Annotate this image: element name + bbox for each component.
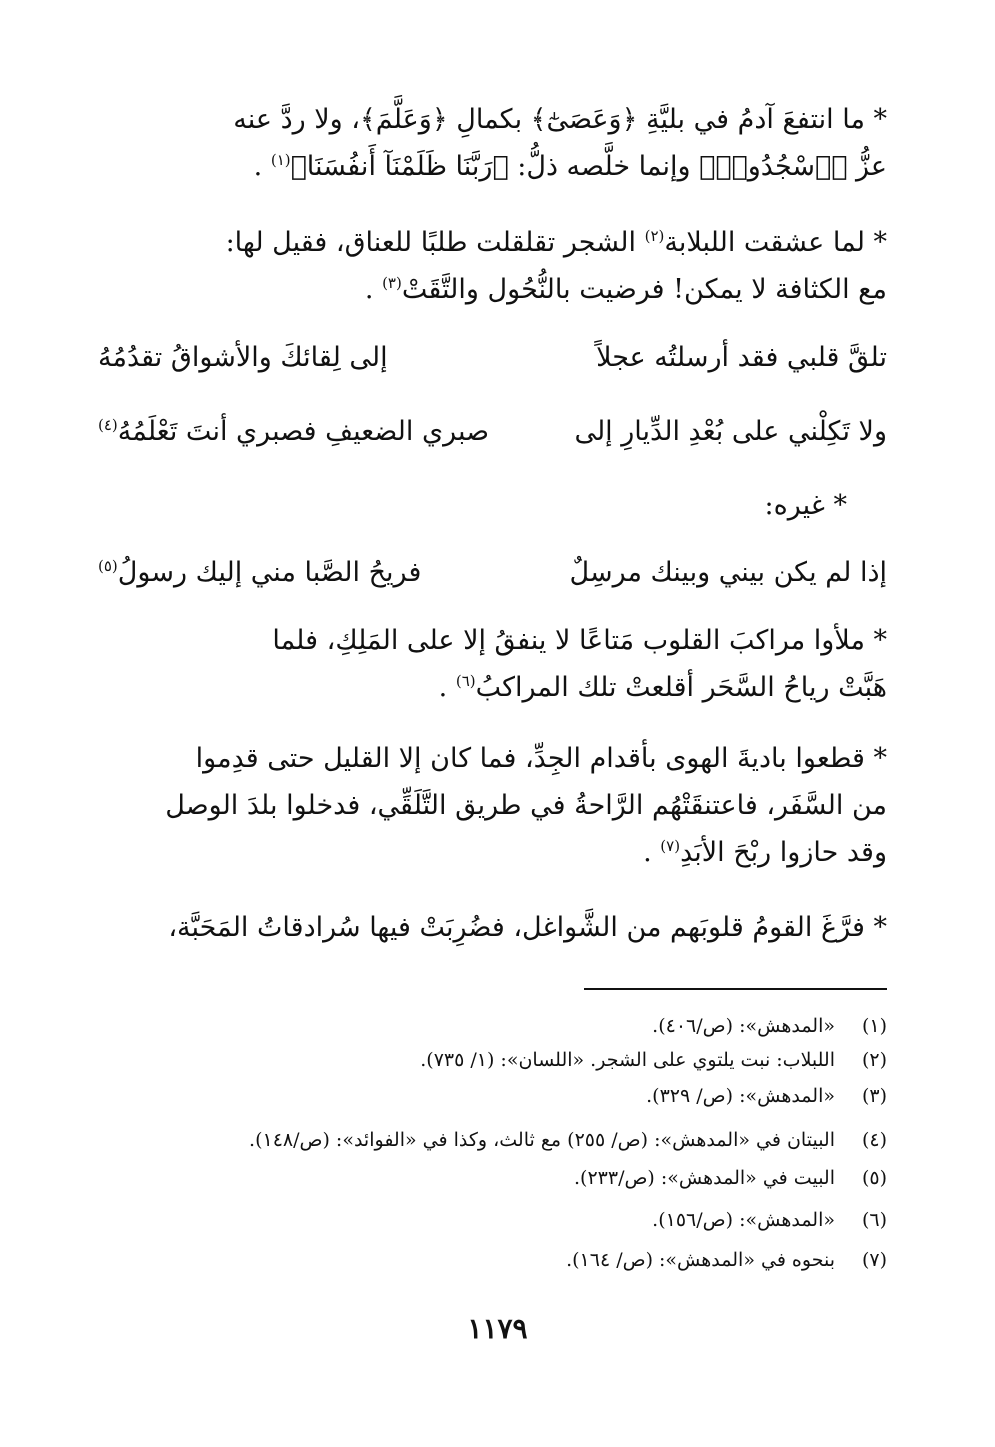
footnote: [60, 1204, 887, 1236]
text-line: * فرَّغَ القومُ قلوبَهم من الشَّواغل، فضُرِبَتْ فيها سُرادقاتُ المَحَبَّة،: [168, 912, 887, 943]
footnote-separator: [584, 988, 887, 990]
footnote: [60, 1044, 887, 1076]
paragraph-adam: [98, 96, 887, 190]
punctuation: .: [364, 274, 374, 305]
punctuation: .: [438, 672, 448, 703]
footnote-number: (٣): [861, 1085, 887, 1107]
footnote-ref[interactable]: (٤): [98, 416, 118, 434]
footnote: [60, 1010, 887, 1042]
punctuation: .: [253, 151, 263, 182]
text-line: الشجر تقلقلت طلبًا للعناق، فقيل لها:: [225, 227, 637, 258]
paragraph-lablab: [98, 219, 887, 313]
footnote-ref[interactable]: (٣): [382, 274, 402, 292]
page-number: ١١٧٩: [467, 1312, 528, 1345]
paragraph-line: [98, 96, 887, 143]
verse-hemistich-right: تلقَّ قلبي فقد أرسلتُه عجلاً: [596, 342, 887, 373]
paragraph-line: [98, 664, 887, 711]
text-line: * قطعوا باديةَ الهوى بأقدام الجِدِّ، فما كان إلا القليل حتى قدِموا: [195, 743, 887, 774]
footnote-ref[interactable]: (٧): [660, 837, 681, 855]
footnote-text: «المدهش»: (ص/١٥٦).: [652, 1209, 835, 1231]
text-line: وقد حازوا ربْحَ الأبَدِ: [680, 837, 887, 868]
text-line: مع الكثافة لا يمكن! فرضيت بالنُّحُول والتَّقَتْ: [401, 274, 887, 305]
verse-line: [98, 407, 887, 457]
footnote-text: «المدهش»: (ص/ ٣٢٩).: [646, 1085, 835, 1107]
footnote-ref[interactable]: (٦): [455, 672, 476, 690]
punctuation: .: [643, 837, 652, 868]
paragraph-line: [98, 143, 887, 190]
footnote-text: البيت في «المدهش»: (ص/٢٣٣).: [573, 1167, 835, 1189]
footnote: [60, 1162, 887, 1194]
paragraph-line: [98, 482, 887, 529]
text-line: فريحُ الصَّبا مني إليك رسولُ: [117, 557, 422, 588]
text-line: من السَّفَر، فاعتنقَتْهُم الرَّاحةُ في طريق التَّلَقِّي، فدخلوا بلدَ الوصل: [165, 790, 887, 821]
text-line: * لما عشقت اللبلابة: [664, 227, 887, 258]
paragraph-line: [98, 735, 887, 782]
paragraph-desert: [98, 735, 887, 876]
footnote-text: بنحوه في «المدهش»: (ص/ ١٦٤).: [566, 1249, 835, 1271]
footnote-number: (٥): [861, 1167, 887, 1189]
footnote: [60, 1080, 887, 1112]
footnote: [60, 1124, 887, 1156]
text-line: عزُّ ﴿ٱسْجُدُوا۟﴾ وإنما خلَّصه ذلُّ: ﴿رَبَّنَا ظَلَمْنَآ أَنفُسَنَا﴾: [290, 151, 887, 182]
verse-hemistich-left: [98, 407, 489, 457]
verse-hemistich-left: [98, 548, 421, 598]
footnote-number: (٤): [861, 1129, 887, 1151]
paragraph-line: [98, 219, 887, 266]
text-line: * ما انتفعَ آدمُ في بليَّةِ ﴿وَعَصَىٰٓ﴾ بكمالِ ﴿وَعَلَّمَ﴾، ولا ردَّ عنه: [233, 104, 887, 135]
verse-line: [98, 333, 887, 383]
footnote-text: اللبلاب: نبت يلتوي على الشجر. «اللسان»: (١/ ٧٣٥).: [420, 1049, 835, 1071]
verse-line: [98, 548, 887, 598]
footnote-ref[interactable]: (١): [270, 151, 291, 169]
verse-hemistich-right: إذا لم يكن بيني وبينك مرسِلٌ: [569, 557, 887, 588]
paragraph-line: [98, 782, 887, 829]
text-line: صبري الضعيفِ فصبري أنتَ تَعْلَمُهُ: [117, 416, 490, 447]
paragraph-hearts: [98, 904, 887, 951]
text-line: هَبَّتْ رياحُ السَّحَر أقلعتْ تلك المراكبُ: [475, 672, 887, 703]
footnote-number: (٧): [861, 1249, 887, 1271]
footnote: [60, 1244, 887, 1276]
paragraph-line: [98, 904, 887, 951]
text-line: * غيره:: [764, 490, 847, 521]
footnote-text: «المدهش»: (ص/٤٠٦).: [652, 1015, 835, 1037]
footnote-number: (٢): [861, 1049, 887, 1071]
verse-hemistich-right: ولا تَكِلْني على بُعْدِ الدِّيارِ إلى: [574, 416, 887, 447]
paragraph-line: [98, 829, 887, 876]
footnote-ref[interactable]: (٥): [98, 557, 118, 575]
paragraph-line: [98, 617, 887, 664]
paragraph-other: [98, 482, 887, 529]
paragraph-line: [98, 266, 887, 313]
footnote-number: (١): [861, 1015, 887, 1037]
footnote-text: البيتان في «المدهش»: (ص/ ٢٥٥) مع ثالث، وكذا في «الفوائد»: (ص/١٤٨).: [249, 1129, 835, 1151]
text-line: * ملأوا مراكبَ القلوب مَتاعًا لا ينفقُ إلا على المَلِكِ، فلما: [272, 625, 887, 656]
paragraph-ships: [98, 617, 887, 711]
footnote-ref[interactable]: (٢): [644, 227, 665, 245]
verse-hemistich-left: إلى لِقائكَ والأشواقُ تقدُمُهُ: [98, 342, 388, 373]
footnote-number: (٦): [861, 1209, 887, 1231]
